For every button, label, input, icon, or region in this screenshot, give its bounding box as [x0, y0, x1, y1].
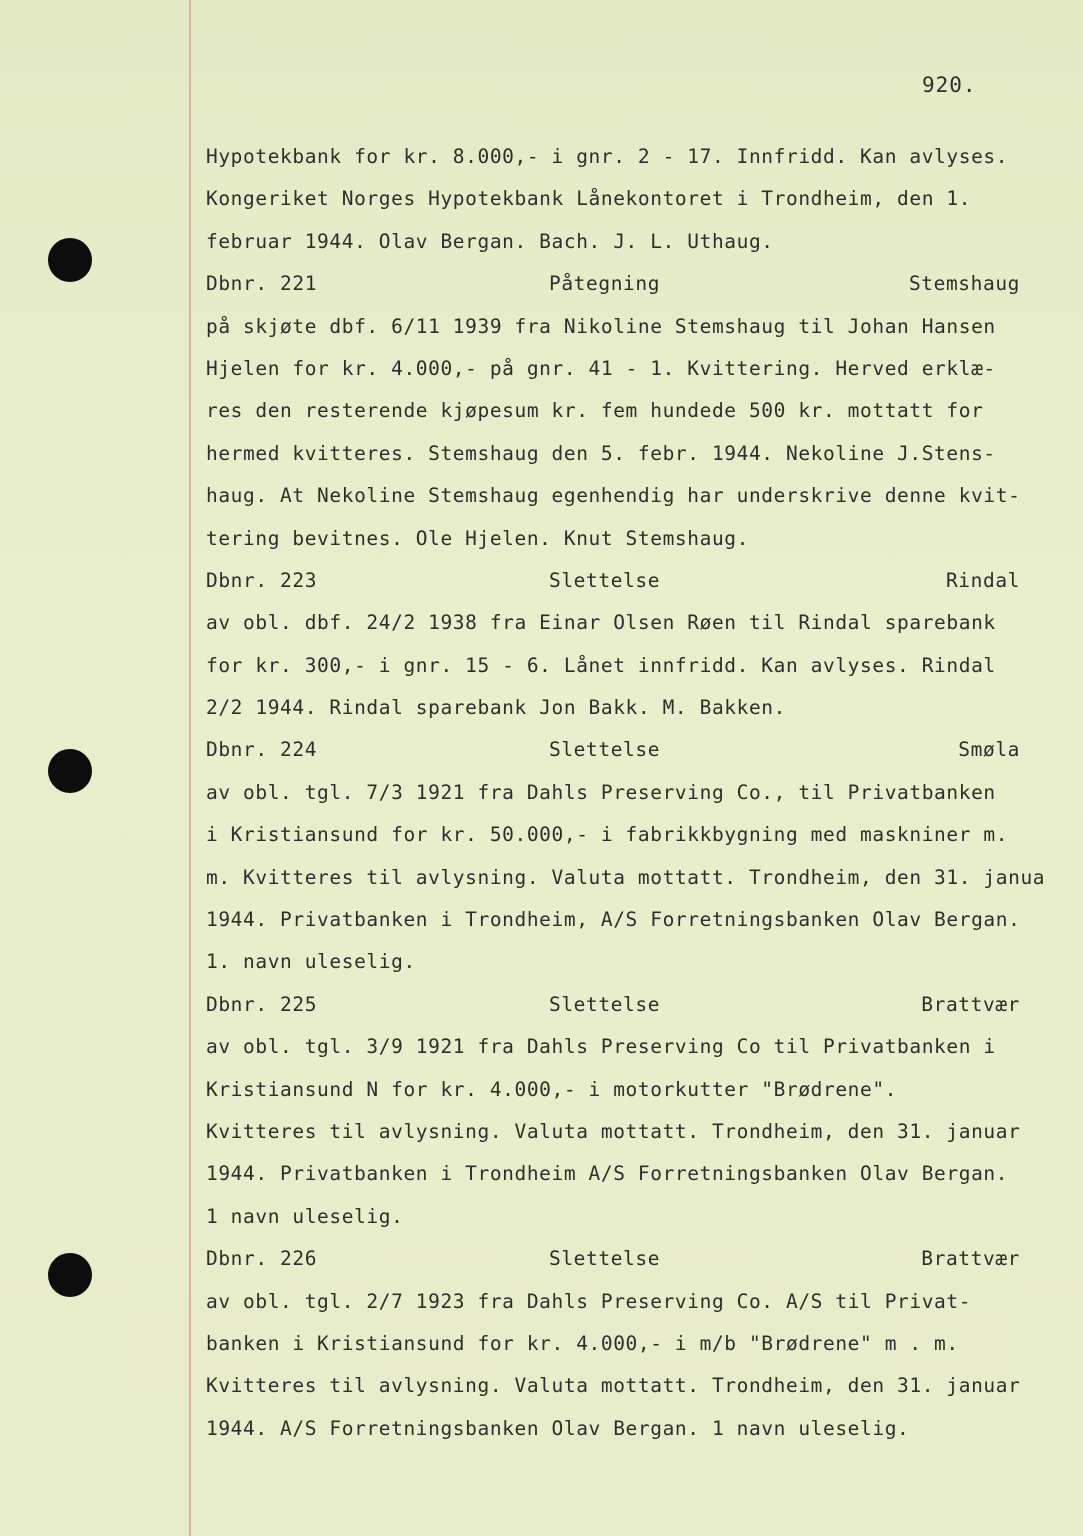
entry-number: Dbnr. 225	[206, 992, 318, 1016]
text-line: Kvitteres til avlysning. Valuta mottatt. Trondheim, den 31. januar	[206, 1374, 1021, 1398]
text-line: av obl. tgl. 2/7 1923 fra Dahls Preserving Co. A/S til Privat-	[206, 1289, 972, 1313]
entry-place: Rindal	[945, 568, 1020, 592]
entry-dbnr-225	[206, 984, 1076, 1238]
entry-place: Smøla	[958, 738, 1020, 762]
punch-hole-icon	[48, 749, 92, 793]
entry-number: Dbnr. 226	[206, 1247, 318, 1271]
entry-dbnr-223	[206, 560, 1076, 730]
text-line: hermed kvitteres. Stemshaug den 5. febr. 1944. Nekoline J.Stens-	[206, 441, 996, 465]
text-line: tering bevitnes. Ole Hjelen. Knut Stemshaug.	[206, 526, 749, 550]
text-line: 1. navn uleselig.	[206, 950, 416, 974]
text-line: av obl. dbf. 24/2 1938 fra Einar Olsen Røen til Rindal sparebank	[206, 611, 996, 635]
page-number: 920.	[922, 73, 977, 97]
text-line: Hypotekbank for kr. 8.000,- i gnr. 2 - 17. Innfridd. Kan avlyses.	[206, 145, 1009, 168]
entry-number: Dbnr. 223	[206, 568, 318, 592]
text-line: banken i Kristiansund for kr. 4.000,- i m/b "Brødrene" m . m.	[206, 1331, 959, 1355]
text-line: 1944. Privatbanken i Trondheim A/S Forretningsbanken Olav Bergan.	[206, 1162, 1009, 1186]
text-line: av obl. tgl. 7/3 1921 fra Dahls Preserving Co., til Privatbanken	[206, 780, 996, 804]
text-line: Kongeriket Norges Hypotekbank Lånekontoret i Trondheim, den 1.	[206, 187, 972, 211]
text-line: på skjøte dbf. 6/11 1939 fra Nikoline Stemshaug til Johan Hansen	[206, 314, 996, 338]
document-body	[206, 136, 1076, 1450]
entry-header	[206, 729, 1076, 771]
text-line: februar 1944. Olav Bergan. Bach. J. L. Uthaug.	[206, 229, 774, 253]
entry-kind: Påtegning	[549, 272, 661, 296]
punch-hole-icon	[48, 1253, 92, 1297]
entry-dbnr-226	[206, 1238, 1076, 1450]
text-line: 2/2 1944. Rindal sparebank Jon Bakk. M. Bakken.	[206, 696, 786, 720]
entry-place: Brattvær	[921, 992, 1020, 1016]
entry-place: Stemshaug	[908, 272, 1020, 296]
text-line: res den resterende kjøpesum kr. fem hundede 500 kr. mottatt for	[206, 399, 984, 423]
entry-header	[206, 1238, 1076, 1280]
text-line: 1944. Privatbanken i Trondheim, A/S Forretningsbanken Olav Bergan.	[206, 908, 1021, 932]
text-line: Kvitteres til avlysning. Valuta mottatt. Trondheim, den 31. januar	[206, 1119, 1021, 1143]
text-line: 1 navn uleselig.	[206, 1204, 404, 1228]
entry-dbnr-221	[206, 263, 1076, 560]
text-line: 1944. A/S Forretningsbanken Olav Bergan. 1 navn uleselig.	[206, 1416, 910, 1440]
entry-kind: Slettelse	[549, 1247, 661, 1271]
entry-dbnr-224	[206, 729, 1076, 983]
entry-header	[206, 560, 1076, 602]
punch-hole-icon	[48, 238, 92, 282]
text-line: Kristiansund N for kr. 4.000,- i motorkutter "Brødrene".	[206, 1077, 898, 1101]
entry-number: Dbnr. 221	[206, 272, 318, 296]
text-line: Hjelen for kr. 4.000,- på gnr. 41 - 1. Kvittering. Herved erklæ-	[206, 356, 996, 380]
entry-header	[206, 263, 1076, 305]
text-line: haug. At Nekoline Stemshaug egenhendig har underskrive denne kvit-	[206, 484, 1021, 508]
entry-place: Brattvær	[921, 1247, 1020, 1271]
text-line: m. Kvitteres til avlysning. Valuta mottatt. Trondheim, den 31. janua	[206, 865, 1046, 889]
text-line: i Kristiansund for kr. 50.000,- i fabrikkbygning med maskniner m.	[206, 823, 1009, 847]
entry-kind: Slettelse	[549, 568, 661, 592]
text-line: av obl. tgl. 3/9 1921 fra Dahls Preserving Co til Privatbanken i	[206, 1035, 996, 1059]
entry-kind: Slettelse	[549, 738, 661, 762]
entry-header	[206, 984, 1076, 1026]
entry-number: Dbnr. 224	[206, 738, 318, 762]
entry-kind: Slettelse	[549, 992, 661, 1016]
margin-rule	[189, 0, 191, 1536]
text-line: for kr. 300,- i gnr. 15 - 6. Lånet innfridd. Kan avlyses. Rindal	[206, 653, 996, 677]
intro-text	[206, 136, 1076, 263]
